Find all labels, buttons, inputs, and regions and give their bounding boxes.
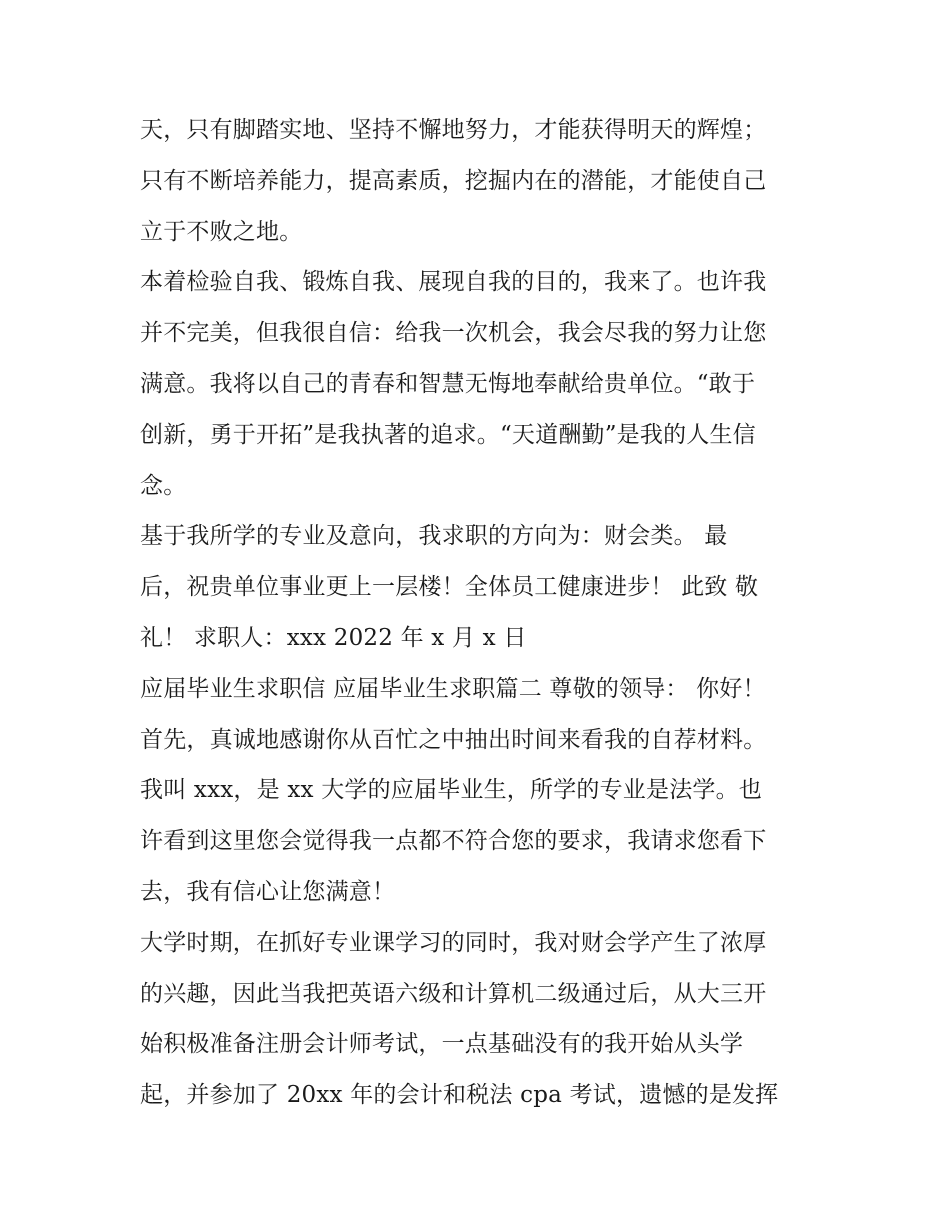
body-text [140,105,820,1121]
text-line: 应届毕业生求职信 应届毕业生求职篇二 尊敬的领导： 你好！ [140,675,766,702]
text-line: 礼！ 求职人：xxx 2022 年 x 月 x 日 [140,624,527,651]
text-line: 去，我有信心让您满意！ [140,878,396,905]
text-line: 后，祝贵单位事业更上一层楼！全体员工健康进步！ 此致 敬 [140,574,759,601]
text-line: 始积极准备注册会计师考试，一点基础没有的我开始从头学 [140,1031,744,1058]
text-line: 念。 [140,472,187,499]
text-line: 大学时期，在抓好专业课学习的同时，我对财会学产生了浓厚 [140,929,767,956]
text-line: 并不完美，但我很自信：给我一次机会，我会尽我的努力让您 [140,320,767,347]
text-line: 的兴趣，因此当我把英语六级和计算机二级通过后，从大三开 [140,980,767,1007]
text-line: 首先，真诚地感谢你从百忙之中抽出时间来看我的自荐材料。 [140,726,767,753]
text-line: 只有不断培养能力，提高素质，挖掘内在的潜能，才能使自己 [140,167,767,194]
text-line: 本着检验自我、锻炼自我、展现自我的目的，我来了。也许我 [140,269,767,296]
text-line: 起，并参加了 20xx 年的会计和税法 cpa 考试，遗憾的是发挥 [140,1082,779,1109]
text-line: 我叫 xxx，是 xx 大学的应届毕业生，所学的专业是法学。也 [140,777,762,804]
text-line: 天，只有脚踏实地、坚持不懈地努力，才能获得明天的辉煌； [140,117,767,143]
text-line: 满意。我将以自己的青春和智慧无悔地奉献给贵单位。“敢于 [140,370,756,397]
text-line: 立于不败之地。 [140,218,303,245]
text-line: 创新，勇于开拓”是我执著的追求。“天道酬勤”是我的人生信 [140,421,756,448]
text-line: 基于我所学的专业及意向，我求职的方向为：财会类。 最 [140,523,728,550]
text-line: 许看到这里您会觉得我一点都不符合您的要求，我请求您看下 [140,828,767,855]
